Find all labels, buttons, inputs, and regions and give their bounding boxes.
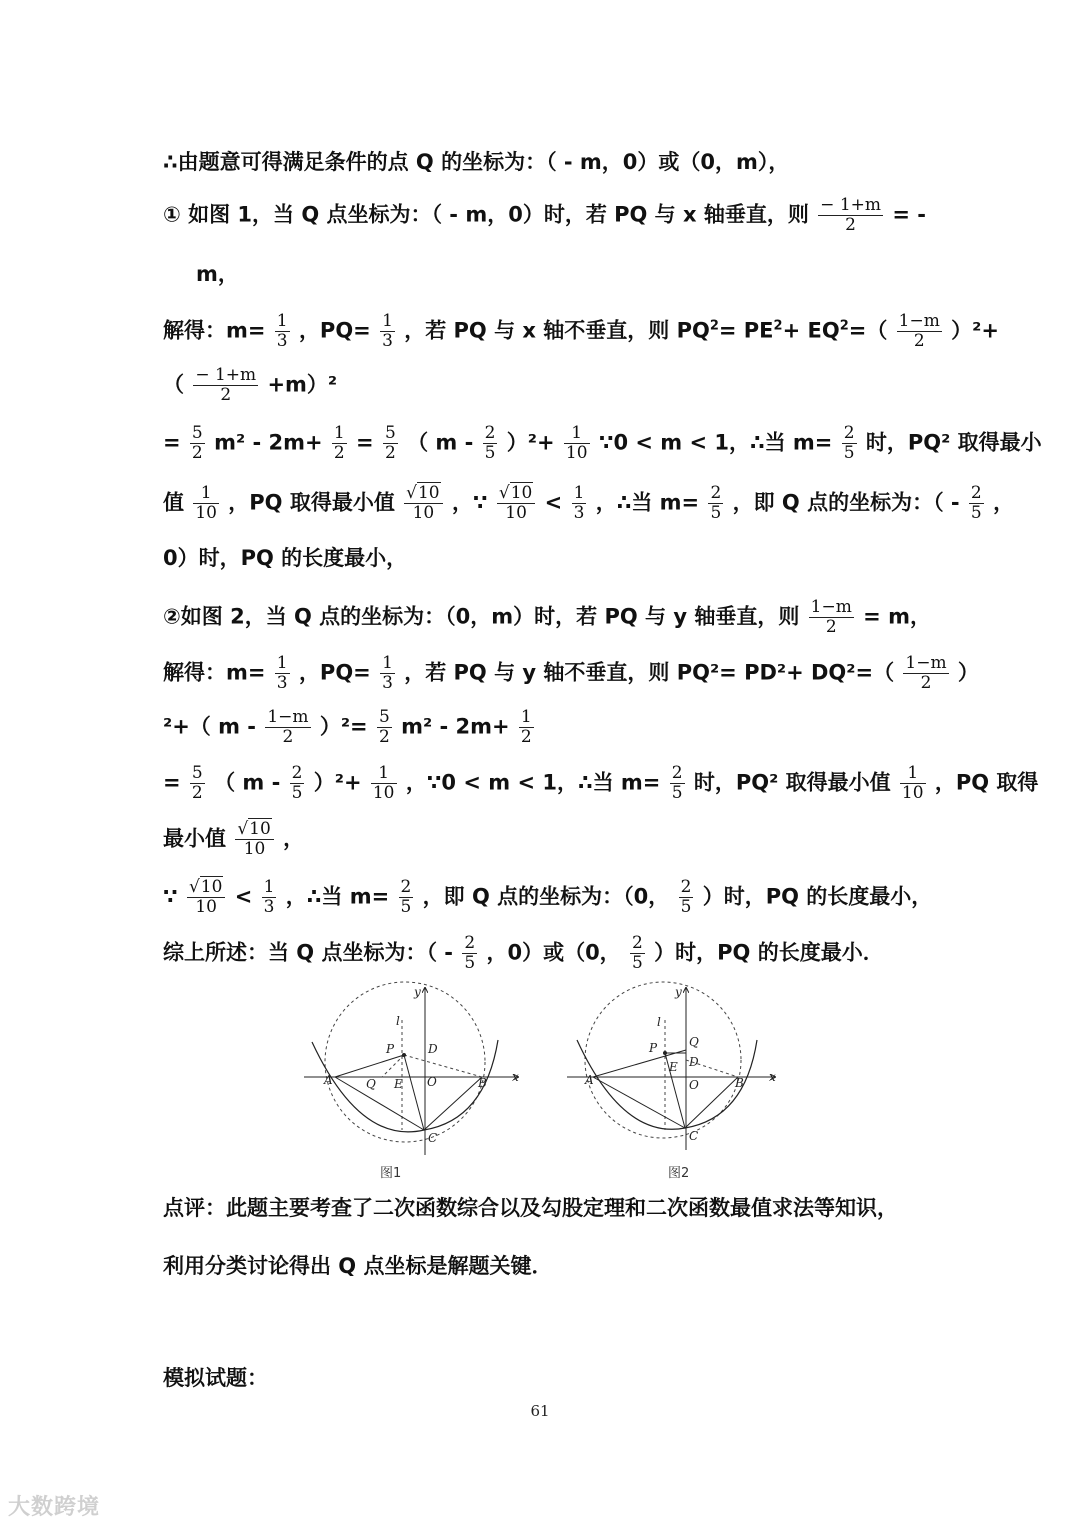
text-segment: <	[234, 884, 253, 909]
denominator: 5	[400, 897, 412, 917]
label-e: E	[669, 1060, 678, 1074]
text-line-15	[163, 934, 884, 973]
numerator: 1−m	[898, 311, 940, 331]
text-segment: 最小值	[163, 826, 226, 851]
numerator: 1	[900, 764, 926, 784]
label-y: y	[675, 985, 682, 999]
label-y: y	[414, 985, 421, 999]
figure-1-caption: 图1	[380, 1166, 402, 1181]
numerator: 2	[291, 763, 303, 783]
text-line-5	[163, 366, 337, 405]
label-b: B	[478, 1076, 487, 1090]
dashed-circle	[325, 982, 485, 1142]
numerator: 2	[970, 483, 982, 503]
text-segment: + EQ	[782, 318, 840, 343]
fraction	[497, 484, 535, 523]
label-q: Q	[689, 1035, 699, 1049]
numerator: 5	[191, 763, 203, 783]
text-segment: +m）²	[267, 372, 338, 397]
denominator: 3	[573, 503, 585, 523]
text-segment: （	[163, 372, 184, 397]
segment-pb	[404, 1055, 482, 1077]
label-x: x	[512, 1070, 519, 1084]
numerator: 1−m	[267, 707, 309, 727]
numerator: 2	[680, 877, 692, 897]
label-d: D	[428, 1042, 438, 1056]
numerator: 2	[464, 933, 476, 953]
text-segment: ，∵	[451, 490, 488, 515]
numerator: √10	[404, 484, 442, 504]
text-segment: ）²+	[951, 318, 999, 343]
radicand: 10	[510, 483, 533, 503]
label-d: D	[689, 1055, 699, 1069]
page-number: 61	[530, 1402, 550, 1420]
numerator: 1	[520, 707, 532, 727]
denominator: 2	[384, 443, 396, 463]
text-segment: m² - 2m+	[214, 430, 323, 455]
text-segment: ，PQ=	[298, 660, 371, 685]
text-segment: = PE	[718, 318, 774, 343]
text-segment: = -	[892, 202, 926, 227]
label-x: x	[769, 1070, 776, 1084]
point-p	[402, 1053, 406, 1057]
fraction	[519, 708, 534, 747]
fraction	[630, 934, 645, 973]
denominator: 3	[276, 673, 288, 693]
radicand: 10	[200, 877, 223, 897]
text-segment: =	[163, 430, 181, 455]
denominator: 2	[825, 617, 837, 637]
text-segment: =	[356, 430, 374, 455]
numerator: √10	[497, 484, 535, 504]
denominator: 5	[680, 897, 692, 917]
text-segment: ① 如图 1，当 Q 点坐标为：（ - m，0）时，若 PQ 与 x 轴垂直，则	[163, 202, 809, 227]
fraction	[404, 484, 442, 523]
label-b: B	[735, 1076, 744, 1090]
label-p: P	[386, 1042, 395, 1056]
denominator: 2	[282, 727, 294, 747]
figure-2	[563, 980, 793, 1169]
fraction	[399, 878, 414, 917]
text-line-14	[163, 878, 932, 917]
fraction	[187, 878, 225, 917]
denominator: 10	[372, 783, 395, 803]
text-segment: （ m -	[407, 430, 474, 455]
text-segment: ，PQ 取得	[934, 770, 1039, 795]
fraction	[380, 312, 395, 351]
label-l: l	[396, 1014, 400, 1028]
text-segment: ）²+	[313, 770, 362, 795]
fraction	[708, 484, 723, 523]
fraction	[564, 424, 590, 463]
fraction	[190, 764, 205, 803]
numerator: 5	[384, 423, 396, 443]
denominator: 5	[464, 953, 476, 973]
denominator: 3	[263, 897, 275, 917]
fraction	[679, 878, 694, 917]
denominator: 5	[710, 503, 722, 523]
text-segment: ）²+	[506, 430, 555, 455]
text-segment: ，PQ=	[298, 318, 371, 343]
denominator: 2	[378, 727, 390, 747]
denominator: 2	[191, 783, 203, 803]
text-line-11	[163, 708, 536, 747]
fraction	[670, 764, 685, 803]
label-l: l	[657, 1015, 661, 1029]
numerator: 5	[378, 707, 390, 727]
fraction	[809, 598, 854, 637]
fraction	[383, 424, 398, 463]
denominator: 10	[243, 839, 266, 859]
text-line-9	[163, 598, 931, 637]
numerator: 2	[632, 933, 643, 953]
label-q: Q	[366, 1077, 376, 1091]
denominator: 10	[901, 783, 924, 803]
denominator: 3	[382, 673, 393, 693]
fraction	[262, 878, 277, 917]
text-segment: ，若 PQ 与 x 轴不垂直，则 PQ	[404, 318, 710, 343]
text-segment: 综上所述：当 Q 点坐标为：（ -	[163, 940, 453, 965]
numerator: 1	[276, 311, 288, 331]
fraction	[818, 196, 883, 235]
fraction	[969, 484, 984, 523]
text-segment: ，	[283, 826, 305, 851]
text-segment: ，即 Q 点的坐标为：（0，	[422, 884, 670, 909]
denominator: 5	[671, 783, 683, 803]
text-line-1: ∴由题意可得满足条件的点 Q 的坐标为：（ - m，0）或（0，m），	[163, 150, 790, 174]
text-segment: m² - 2m+	[401, 714, 510, 739]
figure-2-caption: 图2	[668, 1166, 690, 1181]
fraction	[193, 484, 219, 523]
denominator: 2	[220, 385, 232, 405]
text-segment: ）	[957, 660, 979, 685]
denominator: 3	[276, 331, 288, 351]
fraction	[332, 424, 347, 463]
numerator: 1	[573, 483, 585, 503]
figure-1	[300, 980, 530, 1169]
point-p	[663, 1051, 667, 1055]
denominator: 2	[920, 673, 932, 693]
numerator: − 1+m	[820, 195, 881, 215]
text-line-3: m，	[196, 262, 239, 286]
text-line-10	[163, 654, 979, 693]
denominator: 10	[195, 503, 217, 523]
fraction	[275, 654, 290, 693]
fraction	[572, 484, 587, 523]
text-segment: 解得：m=	[163, 660, 266, 685]
denominator: 10	[195, 897, 217, 917]
fraction	[235, 820, 273, 859]
fraction	[842, 424, 857, 463]
numerator: 1−m	[905, 653, 947, 673]
text-line-2	[163, 196, 926, 235]
numerator: 1	[193, 484, 219, 504]
text-line-4	[163, 312, 999, 351]
denominator: 5	[970, 503, 982, 523]
text-segment: ）时，PQ 的长度最小．	[654, 940, 884, 965]
denominator: 5	[484, 443, 496, 463]
label-a: A	[585, 1073, 594, 1087]
numerator: 1−m	[810, 597, 852, 617]
text-line-18: 模拟试题：	[163, 1366, 268, 1390]
numerator: √10	[235, 820, 273, 840]
numerator: − 1+m	[195, 365, 257, 385]
text-segment: ，即 Q 点的坐标为：（ -	[732, 490, 960, 515]
numerator: 1	[333, 423, 345, 443]
label-c: C	[689, 1129, 699, 1143]
text-segment: 值	[163, 490, 184, 515]
numerator: 2	[710, 483, 722, 503]
text-line-17: 利用分类讨论得出 Q 点坐标是解题关键．	[163, 1254, 553, 1278]
denominator: 10	[505, 503, 527, 523]
text-segment: ，∴当 m=	[595, 490, 700, 515]
radicand: 10	[249, 819, 271, 839]
text-segment: 时，PQ² 取得最小	[865, 430, 1042, 455]
denominator: 2	[913, 331, 925, 351]
text-line-6	[163, 424, 1042, 463]
radicand: 10	[417, 483, 440, 503]
fraction	[462, 934, 477, 973]
numerator: 2	[484, 423, 496, 443]
denominator: 5	[632, 953, 643, 973]
text-segment: ²+（ m -	[163, 714, 257, 739]
text-line-13	[163, 820, 304, 859]
numerator: 1	[371, 764, 397, 784]
text-line-12	[163, 764, 1038, 803]
numerator: 1	[276, 653, 288, 673]
label-p: P	[649, 1041, 658, 1055]
segment-ac	[335, 1077, 424, 1130]
numerator: √10	[187, 878, 225, 898]
fraction	[377, 708, 392, 747]
watermark: 大数跨境	[8, 1495, 101, 1520]
label-e: E	[394, 1077, 403, 1091]
fraction	[190, 424, 205, 463]
numerator: 1	[263, 877, 275, 897]
label-o: O	[689, 1078, 699, 1092]
denominator: 2	[191, 443, 203, 463]
fraction	[903, 654, 948, 693]
fraction	[900, 764, 926, 803]
label-c: C	[428, 1131, 438, 1145]
figure-1-diagram	[300, 980, 530, 1165]
superscript: 2	[839, 318, 849, 334]
text-segment: ∵0 < m < 1，∴当 m=	[598, 430, 833, 455]
numerator: 1	[382, 311, 393, 331]
denominator: 2	[845, 215, 856, 235]
numerator: 2	[843, 423, 855, 443]
fraction	[275, 312, 290, 351]
fraction	[265, 708, 310, 747]
segment-ap	[335, 1055, 404, 1077]
text-line-7	[163, 484, 1014, 523]
fraction	[193, 366, 258, 405]
label-a: A	[324, 1073, 333, 1087]
text-segment: = m，	[863, 604, 931, 629]
text-segment: ∵	[163, 884, 178, 909]
fraction	[371, 764, 397, 803]
numerator: 5	[191, 423, 203, 443]
denominator: 3	[382, 331, 393, 351]
text-segment: ，	[993, 490, 1015, 515]
numerator: 2	[671, 763, 683, 783]
text-segment: ，∴当 m=	[285, 884, 390, 909]
text-segment: ）²=	[319, 714, 368, 739]
denominator: 5	[291, 783, 303, 803]
text-line-16: 点评：此题主要考查了二次函数综合以及勾股定理和二次函数最值求法等知识，	[163, 1196, 898, 1220]
text-segment: ，若 PQ 与 y 轴不垂直，则 PQ²= PD²+ DQ²=（	[404, 660, 895, 685]
denominator: 10	[565, 443, 588, 463]
superscript: 2	[709, 318, 719, 334]
superscript: 2	[773, 318, 783, 334]
text-line-8: 0）时，PQ 的长度最小，	[163, 546, 408, 570]
fraction	[897, 312, 942, 351]
text-segment: =	[163, 770, 181, 795]
numerator: 1	[382, 653, 393, 673]
text-segment: 时，PQ² 取得最小值	[693, 770, 891, 795]
denominator: 10	[412, 503, 435, 523]
denominator: 2	[520, 727, 532, 747]
fraction	[380, 654, 395, 693]
text-segment: ②如图 2，当 Q 点的坐标为：（0，m）时，若 PQ 与 y 轴垂直，则	[163, 604, 800, 629]
text-segment: ，0）或（0，	[486, 940, 621, 965]
text-segment: <	[544, 490, 563, 515]
text-segment: 解得：m=	[163, 318, 266, 343]
text-segment: ，∵0 < m < 1，∴当 m=	[405, 770, 661, 795]
label-o: O	[427, 1075, 437, 1089]
fraction	[483, 424, 498, 463]
text-segment: （ m -	[214, 770, 281, 795]
text-segment: =（	[848, 318, 888, 343]
text-segment: ）时，PQ 的长度最小，	[702, 884, 933, 909]
figure-2-diagram	[563, 980, 793, 1165]
numerator: 2	[400, 877, 412, 897]
fraction	[290, 764, 305, 803]
segment-pc	[404, 1055, 424, 1130]
denominator: 2	[333, 443, 345, 463]
numerator: 1	[564, 424, 590, 444]
text-segment: ，PQ 取得最小值	[228, 490, 395, 515]
denominator: 5	[843, 443, 855, 463]
